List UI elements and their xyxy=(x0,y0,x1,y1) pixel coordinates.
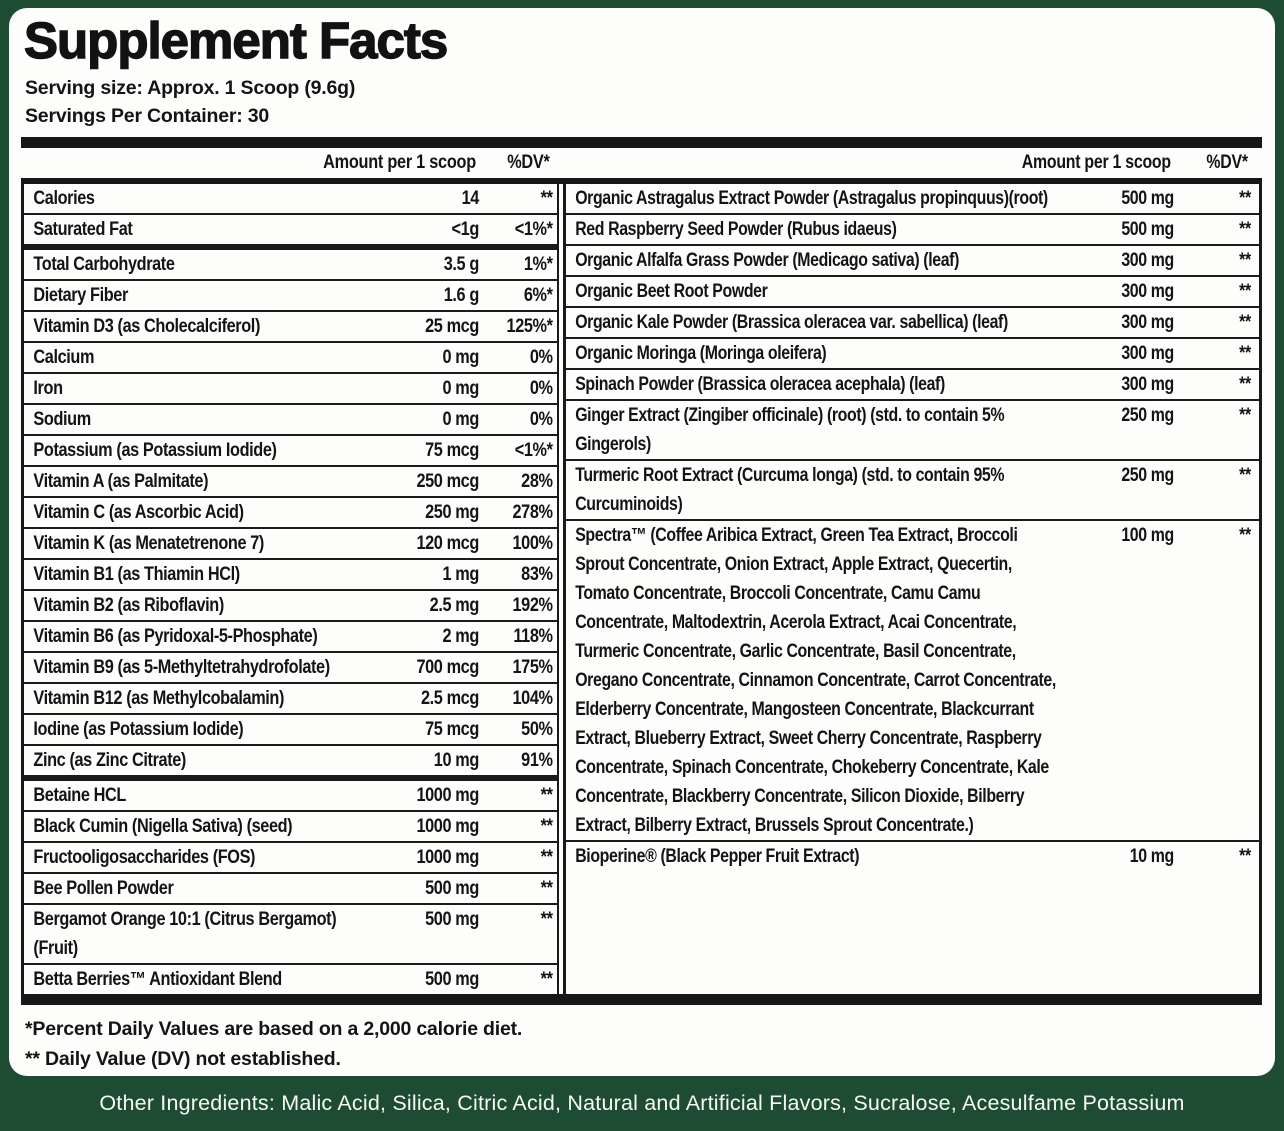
dv-value: 6%* xyxy=(523,285,553,306)
supplement-row xyxy=(566,306,1260,337)
ingredient-name: Vitamin D3 (as Cholecalciferol) xyxy=(33,316,260,337)
amount-value: 1000 mg xyxy=(416,785,479,806)
amount-value: 2 mg xyxy=(442,626,479,647)
ingredient-name: Calories xyxy=(33,188,95,209)
dv-value: 0% xyxy=(529,378,553,399)
dv-value: ** xyxy=(1239,846,1251,867)
amount-value: 0 mg xyxy=(442,378,479,399)
amount-value: 300 mg xyxy=(1121,250,1174,271)
ingredient-name: Spinach Powder (Brassica oleracea acephala) (leaf) xyxy=(575,374,945,395)
supplement-facts-card xyxy=(9,8,1275,1076)
facts-tables xyxy=(21,184,1266,994)
supplement-row xyxy=(566,459,1260,519)
top-divider-bar xyxy=(21,137,1262,148)
amount-value: 1.6 g xyxy=(443,285,479,306)
ingredient-name: Spectra™ (Coffee Aribica Extract, Green Tea Extract, Broccoli Sprout Concentrate, Onion Extract, Apple Extract, Quecertin, Tomato Concentrate, Broccoli Concentrate, Camu Camu Concentrate, Maltodextrin, Acerola Extract, Acai Concentrate, Turmeric Concentrate, Garlic Concentrate, Basil Concentrate, Oregano Concentrate, Cinnamon Concentrate, Carrot Concentrate, Elderberry Concentrate, Mangosteen Concentrate, Blackcurrant Extract, Blueberry Extract, Sweet Cherry Concentrate, Raspberry Concentrate, Spinach Concentrate, Chokeberry Concentrate, Kale Concentrate, Blackberry Concentrate, Silicon Dioxide, Bilberry Extract, Bilberry Extract, Brussels Sprout Concentrate.) xyxy=(575,525,1056,836)
amount-value: 250 mg xyxy=(1121,405,1174,426)
amount-value: 75 mcg xyxy=(425,440,479,461)
supplement-row xyxy=(24,310,559,341)
dv-header: %DV* xyxy=(507,152,550,173)
dv-value: 28% xyxy=(521,471,553,492)
amount-value: 1000 mg xyxy=(416,847,479,868)
supplement-row xyxy=(24,651,559,682)
dv-value: 125%* xyxy=(506,316,553,337)
dv-value: ** xyxy=(540,785,553,806)
ingredient-name: Vitamin A (as Palmitate) xyxy=(33,471,209,492)
supplement-row xyxy=(24,775,559,810)
dv-value: ** xyxy=(1239,312,1251,333)
dv-value: ** xyxy=(1239,281,1251,302)
supplement-facts-title: Supplement Facts xyxy=(24,12,448,69)
amount-value: <1g xyxy=(451,219,479,240)
ingredient-name: Iodine (as Potassium Iodide) xyxy=(33,719,244,740)
amount-value: 1000 mg xyxy=(416,816,479,837)
ingredient-name: Betaine HCL xyxy=(33,785,126,806)
dv-value: 192% xyxy=(512,595,553,616)
supplement-row xyxy=(24,682,559,713)
supplement-row xyxy=(566,244,1260,275)
ingredient-name: Vitamin B2 (as Riboflavin) xyxy=(33,595,224,616)
supplement-row xyxy=(24,279,559,310)
amount-value: 250 mg xyxy=(425,502,479,523)
supplement-row xyxy=(24,341,559,372)
ingredient-name: Organic Moringa (Moringa oleifera) xyxy=(575,343,827,364)
amount-header: Amount per 1 scoop xyxy=(323,152,476,173)
dv-header: %DV* xyxy=(1206,152,1248,173)
dv-value: 278% xyxy=(512,502,553,523)
amount-value: 300 mg xyxy=(1121,281,1174,302)
dv-value: 91% xyxy=(521,750,553,771)
supplement-row xyxy=(24,465,559,496)
ingredient-name: Vitamin B9 (as 5-Methyltetrahydrofolate) xyxy=(33,657,330,678)
bottom-divider-bar xyxy=(21,994,1262,1005)
amount-value: 250 mcg xyxy=(416,471,479,492)
amount-value: 3.5 g xyxy=(443,254,479,275)
supplement-row xyxy=(24,184,559,213)
dv-value: 175% xyxy=(512,657,553,678)
ingredient-name: Fructooligosaccharides (FOS) xyxy=(33,847,256,868)
facts-table-right xyxy=(563,184,1262,994)
supplement-row xyxy=(566,213,1260,244)
amount-value: 2.5 mcg xyxy=(420,688,479,709)
dv-value: ** xyxy=(1239,405,1251,426)
ingredient-name: Ginger Extract (Zingiber officinale) (root) (std. to contain 5% Gingerols) xyxy=(575,405,1005,455)
supplement-row xyxy=(24,527,559,558)
supplement-row xyxy=(566,184,1260,213)
dv-value: ** xyxy=(540,816,553,837)
amount-value: 300 mg xyxy=(1121,343,1174,364)
ingredient-name: Total Carbohydrate xyxy=(33,254,175,275)
supplement-row xyxy=(566,275,1260,306)
dv-value: 100% xyxy=(512,533,553,554)
ingredient-name: Potassium (as Potassium Iodide) xyxy=(33,440,277,461)
ingredient-name: Vitamin B1 (as Thiamin HCl) xyxy=(33,564,240,585)
amount-value: 500 mg xyxy=(1121,219,1174,240)
other-ingredients-text: Other Ingredients: Malic Acid, Silica, Citric Acid, Natural and Artificial Flavors, Sucralose, Acesulfame Potassium xyxy=(99,1091,1185,1115)
ingredient-name: Sodium xyxy=(33,409,91,430)
supplement-row xyxy=(566,399,1260,459)
dv-value: 50% xyxy=(521,719,553,740)
ingredient-name: Black Cumin (Nigella Sativa) (seed) xyxy=(33,816,293,837)
left-column-headers xyxy=(21,152,559,174)
supplement-row xyxy=(24,434,559,465)
dv-value: ** xyxy=(540,909,553,930)
ingredient-name: Vitamin B12 (as Methylcobalamin) xyxy=(33,688,285,709)
supplement-row xyxy=(566,368,1260,399)
amount-value: 0 mg xyxy=(442,409,479,430)
dv-value: ** xyxy=(540,188,553,209)
amount-value: 500 mg xyxy=(425,878,479,899)
ingredient-name: Iron xyxy=(33,378,63,399)
supplement-row xyxy=(24,810,559,841)
supplement-row xyxy=(24,589,559,620)
dv-value: <1%* xyxy=(514,440,553,461)
supplement-row xyxy=(566,840,1260,871)
ingredient-name: Vitamin C (as Ascorbic Acid) xyxy=(33,502,244,523)
ingredient-name: Bee Pollen Powder xyxy=(33,878,174,899)
supplement-row xyxy=(24,713,559,744)
supplement-row xyxy=(24,558,559,589)
ingredient-name: Bioperine® (Black Pepper Fruit Extract) xyxy=(575,846,860,867)
dv-value: 0% xyxy=(529,347,553,368)
supplement-row xyxy=(24,403,559,434)
amount-value: 500 mg xyxy=(425,909,479,930)
dv-value: 0% xyxy=(529,409,553,430)
ingredient-name: Red Raspberry Seed Powder (Rubus idaeus) xyxy=(575,219,897,240)
dv-value: 104% xyxy=(512,688,553,709)
facts-table-left xyxy=(21,184,559,994)
amount-value: 500 mg xyxy=(1121,188,1174,209)
supplement-row xyxy=(24,872,559,903)
supplement-row xyxy=(24,620,559,651)
supplement-row xyxy=(566,519,1260,840)
ingredient-name: Organic Alfalfa Grass Powder (Medicago sativa) (leaf) xyxy=(575,250,959,271)
servings-per-container-line: Servings Per Container: 30 xyxy=(25,105,270,127)
dv-value: 83% xyxy=(521,564,553,585)
ingredient-name: Organic Kale Powder (Brassica oleracea var. sabellica) (leaf) xyxy=(575,312,1008,333)
dv-value: ** xyxy=(1239,188,1251,209)
ingredient-name: Saturated Fat xyxy=(33,219,133,240)
dv-value: ** xyxy=(1239,465,1251,486)
supplement-row xyxy=(24,244,559,279)
supplement-row xyxy=(24,496,559,527)
dv-value: ** xyxy=(540,969,553,990)
ingredient-name: Zinc (as Zinc Citrate) xyxy=(33,750,186,771)
amount-value: 700 mcg xyxy=(416,657,479,678)
amount-value: 100 mg xyxy=(1121,525,1174,546)
ingredient-name: Vitamin B6 (as Pyridoxal-5-Phosphate) xyxy=(33,626,318,647)
footnote-not-established: ** Daily Value (DV) not established. xyxy=(25,1048,341,1070)
serving-size-line: Serving size: Approx. 1 Scoop (9.6g) xyxy=(25,77,356,99)
ingredient-name: Vitamin K (as Menatetrenone 7) xyxy=(33,533,264,554)
ingredient-name: Organic Beet Root Powder xyxy=(575,281,768,302)
supplement-row xyxy=(24,841,559,872)
amount-value: 1 mg xyxy=(442,564,479,585)
dv-value: <1%* xyxy=(514,219,553,240)
amount-value: 14 xyxy=(461,188,479,209)
dv-value: ** xyxy=(540,878,553,899)
supplement-row xyxy=(24,963,559,994)
amount-value: 250 mg xyxy=(1121,465,1174,486)
amount-header: Amount per 1 scoop xyxy=(1021,152,1171,173)
dv-value: ** xyxy=(540,847,553,868)
amount-value: 300 mg xyxy=(1121,374,1174,395)
other-ingredients-strip xyxy=(0,1076,1284,1131)
footnotes xyxy=(25,1014,1266,1074)
supplement-row xyxy=(24,213,559,244)
ingredient-name: Calcium xyxy=(33,347,95,368)
supplement-row xyxy=(566,337,1260,368)
ingredient-name: Betta Berries™ Antioxidant Blend xyxy=(33,969,282,990)
supplement-row xyxy=(24,903,559,963)
amount-value: 10 mg xyxy=(433,750,479,771)
column-header-row xyxy=(21,148,1266,178)
ingredient-name: Turmeric Root Extract (Curcuma longa) (std. to contain 95% Curcuminoids) xyxy=(575,465,1005,515)
dv-value: ** xyxy=(1239,250,1251,271)
amount-value: 500 mg xyxy=(425,969,479,990)
dv-value: ** xyxy=(1239,219,1251,240)
dv-value: ** xyxy=(1239,525,1251,546)
amount-value: 25 mcg xyxy=(425,316,479,337)
footnote-percent-dv: *Percent Daily Values are based on a 2,000 calorie diet. xyxy=(25,1018,523,1040)
amount-value: 75 mcg xyxy=(425,719,479,740)
dv-value: ** xyxy=(1239,374,1251,395)
amount-value: 10 mg xyxy=(1129,846,1174,867)
ingredient-name: Bergamot Orange 10:1 (Citrus Bergamot) (Fruit) xyxy=(33,909,337,959)
supplement-row xyxy=(24,372,559,403)
ingredient-name: Dietary Fiber xyxy=(33,285,128,306)
amount-value: 0 mg xyxy=(442,347,479,368)
amount-value: 120 mcg xyxy=(416,533,479,554)
supplement-row xyxy=(24,744,559,775)
right-column-headers xyxy=(563,152,1262,174)
amount-value: 2.5 mg xyxy=(429,595,479,616)
amount-value: 300 mg xyxy=(1121,312,1174,333)
dv-value: ** xyxy=(1239,343,1251,364)
ingredient-name: Organic Astragalus Extract Powder (Astragalus propinquus)(root) xyxy=(575,188,1048,209)
dv-value: 118% xyxy=(513,626,553,647)
dv-value: 1%* xyxy=(523,254,553,275)
